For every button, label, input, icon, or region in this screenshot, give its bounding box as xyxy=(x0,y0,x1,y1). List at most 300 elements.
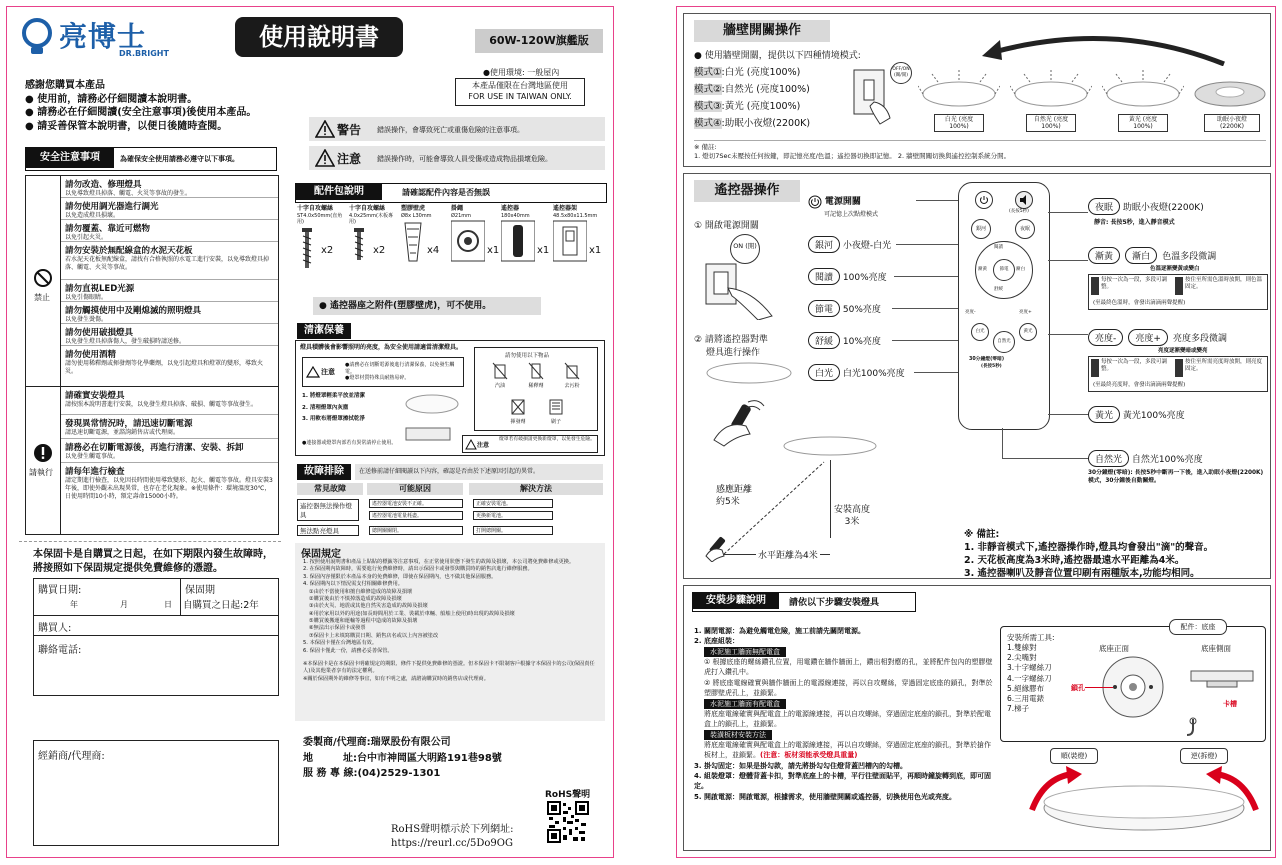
remote-read-button[interactable]: 閱讀 xyxy=(994,245,1003,250)
power-icon xyxy=(808,195,822,209)
mode-label: 模式③ xyxy=(694,101,722,112)
step2-line: ② 請將遙控器對準 xyxy=(694,335,768,345)
install-step: 2. 底座組裝： xyxy=(694,637,739,646)
tool-item: 5.絕緣膠布 xyxy=(1007,683,1045,693)
brightness-desc-c: (至最終亮度時，會發出滴滴兩聲提醒) xyxy=(1093,382,1186,388)
cleanser-icon xyxy=(564,362,580,380)
clean-title: 清潔保養 xyxy=(297,323,351,339)
ceiling-lamp-icon xyxy=(918,66,1000,110)
must-item xyxy=(61,439,278,463)
prohibit-item xyxy=(61,302,278,324)
item-desc: 以免造成燈具損壞。 xyxy=(65,212,120,219)
part-name: 十字自攻螺絲 xyxy=(349,205,386,212)
remote-soothe-button[interactable]: 舒緩 xyxy=(994,287,1003,292)
brightness-desc-a: 每按一次為一段，多段可調整。 xyxy=(1101,359,1168,373)
warranty-period-value: 自購買之日起:2年 xyxy=(183,600,259,611)
yellow-label xyxy=(1088,406,1185,423)
intro-line: ● 請妥善保管本說明書，以便日後隨時查閱。 xyxy=(25,120,228,132)
policy-item: ⑥無法出示保固卡或發票 xyxy=(309,625,366,632)
policy-item: 6. 保固卡僅此一份，請務必妥善保管。 xyxy=(303,647,393,654)
policy-item: 4. 保固期內以下情況需支付相關維修費用。 xyxy=(303,581,403,588)
forbid-label: 揮發劑 xyxy=(510,419,526,425)
part-item xyxy=(451,205,499,269)
service-phone: (04)2529-1301 xyxy=(357,768,441,779)
part-spec: 48.5x80x11.5mm xyxy=(553,212,598,219)
purchase-date-label: 購買日期: xyxy=(38,585,82,596)
brightness-text: 亮度多段微調 xyxy=(1172,334,1227,344)
trouble-head: 解決方法 xyxy=(469,483,603,495)
connector-line xyxy=(1002,458,1088,459)
trouble-fault: 無法點亮燈具 xyxy=(297,525,359,536)
agent-info xyxy=(303,735,502,782)
safety-title: 安全注意事項 xyxy=(26,148,114,168)
row-divider xyxy=(34,635,278,636)
trouble-cause: 遙控器電池安裝不正確。 xyxy=(369,499,463,508)
remote-natural-button[interactable]: 自然光 xyxy=(993,331,1015,353)
part-spec: Ø8x L30mm xyxy=(401,212,432,219)
mode-label: 模式② xyxy=(694,84,722,95)
item-title: 請勿觸摸使用中及剛熄滅的照明燈具 xyxy=(65,306,202,316)
part-qty: x2 xyxy=(373,245,386,256)
service-label: 服 務 專 線: xyxy=(303,768,358,779)
natural-key: 自然光 xyxy=(1088,450,1129,467)
warning-triangle-icon xyxy=(315,120,335,138)
brightness-sub: 亮度逐漸變暗或變亮 xyxy=(1158,348,1208,354)
policy-note: ※本保固卡是在本保固卡明確規定的期限、條件下提供免費維修的憑證。但本保固卡不限制客戶根據守本保固卡的公司(保固責任人)及其他業者享有的法定權利。 xyxy=(303,660,595,675)
tools-title: 安裝所需工具: xyxy=(1007,633,1055,642)
mode-label: 模式④ xyxy=(694,118,722,129)
base-side-icon xyxy=(1187,663,1257,703)
galaxy-label xyxy=(808,236,891,253)
trouble-header xyxy=(295,463,605,481)
forbid-item xyxy=(485,362,515,389)
install-header xyxy=(692,592,916,612)
remote-night-button[interactable]: 夜眠 xyxy=(1015,219,1035,239)
item-title: 發現異常情況時，請迅速切斷電源 xyxy=(65,419,193,429)
must-item xyxy=(61,415,278,439)
height-line-text: 3米 xyxy=(844,517,860,528)
tool-item: 3.十字螺絲刀 xyxy=(1007,663,1052,673)
brand-name: 亮博士 xyxy=(59,20,147,53)
hold-tag xyxy=(1175,277,1183,295)
remote-cct-yellow-button[interactable]: 漸黃 xyxy=(978,267,987,272)
brand-en: DR.BRIGHT xyxy=(119,49,169,58)
policy-item: ③由於火災、地震或其他自然災害造成的故障及損壞 xyxy=(309,603,428,610)
ceiling-lamp-icon xyxy=(1010,66,1092,110)
volatile-icon xyxy=(510,398,526,416)
rohs-line: RoHS聲明標示於下列網址: xyxy=(391,824,514,835)
galaxy-text: 小夜燈-白光 xyxy=(842,241,892,251)
install-detail: 將底座電線確實與配電盒上的電源線連接，再以自攻螺絲，穿過固定底座的鎖孔，對準於搶作板材上，並鎖緊。 xyxy=(704,740,991,760)
yellow-key: 黃光 xyxy=(1088,406,1120,423)
part-spec: Ø21mm xyxy=(451,212,472,219)
wall-anchor-icon xyxy=(401,219,425,265)
item-title: 請勿使用破損燈具 xyxy=(65,328,134,338)
remote-note: 3. 遙控器喇叭及靜音位置印刷有兩種版本,功能均相同。 xyxy=(964,568,1200,580)
tool-item: 1.雙線對 xyxy=(1007,643,1037,653)
mandatory-icon xyxy=(33,443,53,463)
prohibit-icon xyxy=(33,268,53,288)
prohibit-item xyxy=(61,176,278,198)
base-front-label: 底座正面 xyxy=(1099,644,1129,653)
clean-step: 3. 用軟布將燈罩擦拭乾淨 xyxy=(302,416,365,423)
clean-caution2 xyxy=(462,435,598,453)
dealer-box xyxy=(33,740,279,846)
white-text: 白光100%亮度 xyxy=(842,369,905,379)
safety-subtitle: 為確保安全使用請務必遵守以下事項。 xyxy=(120,155,239,163)
prohibit-list xyxy=(61,176,278,386)
part-qty: x1 xyxy=(589,245,602,256)
mode-lamp-1 xyxy=(918,66,1000,136)
remote-brightness-down-button[interactable]: 亮度- xyxy=(965,310,976,315)
qr-code-icon[interactable] xyxy=(547,801,589,843)
lock-hole-label: 鎖孔 xyxy=(1071,684,1085,692)
item-desc: 以免發生觸電事故。 xyxy=(65,453,120,460)
remote-timer-note: (長按5秒) xyxy=(981,364,1002,369)
trouble-cause: 總開關關閉。 xyxy=(369,526,463,535)
base-diagram-box xyxy=(1000,623,1266,742)
policy-item: ①由於不當使用和擅自維修造成的故障及損壞 xyxy=(309,588,413,595)
wall-switch-icon xyxy=(850,62,894,126)
speaker-icon xyxy=(1016,192,1032,208)
part-item xyxy=(501,205,551,269)
policy-item: ②購買後由於不慎掉落造成的故障及損壞 xyxy=(309,595,402,602)
wall-mode-item xyxy=(694,115,810,132)
part-name: 十字自攻螺絲 xyxy=(297,205,334,212)
parts-header xyxy=(295,183,607,203)
prohibit-column xyxy=(26,176,61,386)
item-desc: 請定期進行檢查，以免因長時間使用導致變形、起火、觸電等事故。燈具安裝3年後，即使外觀未出現異常，也存在老化現象。※使用條件：環境溫度30℃，日使用時間10小時，額定壽命15000小時。 xyxy=(65,477,273,500)
cct-desc-c: (至最終色溫時，會發出滴滴兩聲提醒) xyxy=(1093,300,1186,306)
power-desc: 可記憶上次點燈模式 xyxy=(824,210,879,218)
prohibit-item xyxy=(61,324,278,346)
clean-note: ●連接器或燈罩內部若有異常請停止使用。 xyxy=(302,440,397,446)
warranty-head xyxy=(33,548,273,575)
install-title: 安裝步驟說明 xyxy=(693,593,779,609)
switch-off-on-badge: OFF/ON (關/開) xyxy=(890,62,912,84)
mode-text: :自然光 (亮度100%) xyxy=(721,84,810,95)
install-sub-a: 水泥施工牆面無配電盒 xyxy=(704,647,786,657)
install-sub-c: 裝潢板材安裝方法 xyxy=(704,730,772,740)
connector-line xyxy=(896,244,958,245)
item-title: 請勿改造、修理燈具 xyxy=(65,180,142,190)
caution-triangle-icon xyxy=(465,439,477,450)
item-title: 請勿直視LED光源 xyxy=(65,284,135,294)
install-step: 5. 開啟電源：開啟電源，根據需求，使用牆壁開關或遙控器，切換使用色光或亮度。 xyxy=(694,792,956,801)
tools-list xyxy=(1007,633,1055,714)
connector-line xyxy=(892,340,958,341)
bulb-logo-icon xyxy=(19,17,55,57)
taiwan-only-en: FOR USE IN TAIWAN ONLY. xyxy=(468,91,572,101)
read-text: 100%亮度 xyxy=(842,273,887,283)
trouble-subtitle: 在送修前請仔細閱讀以下內容，確認是否由於下述原因引起的異常。 xyxy=(355,464,603,480)
forbid-item xyxy=(521,362,551,389)
sense-line: 感應距離 xyxy=(716,485,753,495)
model-label: 60W-120W旗艦版 xyxy=(475,29,603,53)
manual-left-page xyxy=(6,6,614,858)
prohibit-item xyxy=(61,346,278,386)
clean-caution-box xyxy=(302,357,464,387)
trouble-solution: 正確安裝電池。 xyxy=(473,499,553,508)
item-desc: 請迅速切斷電源，並諮詢銷售店或代理商。 xyxy=(65,429,180,436)
hold-tag xyxy=(1175,359,1183,377)
remote-timer-label: 30分鐘燈(零暗) xyxy=(969,357,1005,362)
remote-step1: ① 開啟電源開關 xyxy=(694,221,759,231)
manual-right-page xyxy=(676,6,1276,858)
forbid-item xyxy=(541,398,571,425)
parts-subtitle: 請確認配件內容是否無誤 xyxy=(402,188,490,197)
trouble-table xyxy=(297,483,603,539)
save-text: 50%亮度 xyxy=(842,305,881,315)
forbid-label: 稀釋劑 xyxy=(528,383,544,389)
item-desc: 以免引傷眼睛。 xyxy=(65,294,108,301)
prohibit-item xyxy=(61,242,278,280)
forbid-label: 刷子 xyxy=(550,419,561,425)
item-title: 請勿使用調光器進行調光 xyxy=(65,202,159,212)
forbid-label: 去污粉 xyxy=(564,383,580,389)
part-spec: 180x40mm xyxy=(501,212,530,219)
policy-box xyxy=(295,543,605,721)
safety-header xyxy=(25,147,277,171)
warning-label: 警告 xyxy=(337,123,362,137)
cycle-arrow-icon xyxy=(974,26,1234,66)
lamp-icon xyxy=(704,360,794,386)
cloth-icon xyxy=(404,425,454,443)
remote-notes xyxy=(964,528,1213,580)
brightness-down-key: 亮度- xyxy=(1088,329,1123,346)
trouble-fault: 遙控器無法操作燈具 xyxy=(297,499,359,521)
part-item xyxy=(297,205,345,276)
lamp-tag: 自然光 (亮度100%) xyxy=(1026,114,1076,132)
lamp-tag: 黃光 (亮度100%) xyxy=(1118,114,1168,132)
clean-step: 2. 清理燈罩內灰塵 xyxy=(302,404,349,411)
item-desc: 若水泥天花板無配線盒，請找有合格執照的水電工進行安裝，以免導致燈具掉落、觸電、火災等事故。 xyxy=(65,256,270,271)
must-list xyxy=(61,386,278,533)
warranty-period-cell xyxy=(181,579,278,616)
warranty-period-label: 保固期 xyxy=(185,585,215,596)
base-tag: 配件：底座 xyxy=(1169,619,1227,635)
install-sub-b: 水泥施工牆面有配電盒 xyxy=(704,699,786,709)
cct-white-key: 漸白 xyxy=(1125,247,1157,264)
tool-item: 4.一字螺絲刀 xyxy=(1007,673,1052,683)
remote-power-button[interactable] xyxy=(975,191,993,209)
save-label xyxy=(808,300,881,317)
wall-mode-item xyxy=(694,64,810,81)
remote-step2 xyxy=(694,334,768,359)
caution-triangle-icon xyxy=(315,149,335,167)
wall-mode-item xyxy=(694,81,810,98)
remote-white-button[interactable]: 白光 xyxy=(971,323,989,341)
card-slot-label: 卡槽 xyxy=(1223,700,1237,708)
clockwise-label: 順(裝燈) xyxy=(1050,748,1098,764)
remote-save-button[interactable]: 節電 xyxy=(993,259,1015,281)
remote-control xyxy=(958,182,1050,430)
forbid-label: 汽油 xyxy=(494,383,505,389)
item-title: 請勿安裝於無配線盒的水泥天花板 xyxy=(65,246,193,256)
forbid-item xyxy=(557,362,587,389)
policy-item: ④用於家用以外的用途(如長時間用於工業、裝載於車輛、船舶上使用)時出現的故障及損壞 xyxy=(309,610,515,617)
purchase-date-cell xyxy=(34,579,181,616)
save-key: 節電 xyxy=(808,300,840,317)
soothe-key: 舒緩 xyxy=(808,332,840,349)
press-tag xyxy=(1091,277,1099,295)
part-spec: 4.0x25mm(木板專用) xyxy=(349,212,393,226)
item-desc: 請按照本說明書進行安裝，以免發生燈具掉落、破損、觸電等事故發生。 xyxy=(65,401,258,408)
item-desc: 請勿使用稀釋劑或揮發劑等化學藥劑，以免引起燈具和燈罩的變形，導致火災。 xyxy=(65,360,264,375)
item-desc: 以免引起火災。 xyxy=(65,234,108,241)
remote-mute-button[interactable] xyxy=(1015,191,1033,209)
caution-label: 注意 xyxy=(337,152,362,166)
remote-hand-icon xyxy=(704,534,732,562)
connector-line xyxy=(1048,260,1088,261)
wall-mode-list xyxy=(694,64,810,132)
connector-line xyxy=(914,372,958,373)
remote-notes-title: ※ 備註: xyxy=(964,529,1000,540)
night-label xyxy=(1088,198,1204,226)
cct-desc-b: 按住至所需色溫時放開，則色溫固定。 xyxy=(1185,277,1263,291)
white-label xyxy=(808,364,905,381)
brightness-label xyxy=(1088,326,1268,388)
policy-item: 5. 本保固卡僅在台灣地區有效。 xyxy=(303,640,378,647)
policy-item: ⑦保固卡上未填寫購買日期、銷售店名或以上內容被塗改 xyxy=(309,632,439,639)
wall-switch-section xyxy=(683,13,1271,167)
policy-title: 保固規定 xyxy=(301,549,341,560)
remote-cct-white-button[interactable]: 漸白 xyxy=(1016,267,1025,272)
item-desc: 以免發生燙傷。 xyxy=(65,316,108,323)
read-key: 閱讀 xyxy=(808,268,840,285)
install-subtitle: 請依以下步驟安裝燈具 xyxy=(789,598,880,608)
part-name: 掛繩 xyxy=(451,205,464,212)
warning-text: 錯誤操作，會導致死亡或重傷危險的注意事項。 xyxy=(377,126,524,134)
manual-title: 使用說明書 xyxy=(235,17,403,57)
rohs-text xyxy=(391,823,514,850)
hanger-icon xyxy=(451,219,485,265)
brightness-up-key: 亮度+ xyxy=(1128,329,1168,346)
note-text: 1. 燈切7Sec未壓按任何按鍵，即記憶亮度/色溫；遙控器切換即記憶。 2. 牆壁開關切換與遙控控制系統分開。 xyxy=(694,151,1011,160)
connector-line xyxy=(1002,428,1003,458)
rohs-label: RoHS聲明 xyxy=(545,790,591,800)
remote-section xyxy=(683,173,1271,579)
install-detail: ② 將底座電線確實與牆作牆面上的電源線連接，再以自攻螺絲，穿過固定底座的鎖孔，對準於塑膠壁虎孔上，並鎖緊。 xyxy=(704,678,993,698)
use-environment: ●使用環境: 一般屋內 xyxy=(483,68,560,77)
lamp-tag: 助眠小夜燈 (2200K) xyxy=(1204,114,1260,132)
year-label: 年 xyxy=(70,600,78,609)
agent-name: 瑞眾股份有限公司 xyxy=(370,737,451,748)
install-warning-red: (注意：板材須能承受燈具重量) xyxy=(760,751,858,760)
trouble-solution: 打開總開關。 xyxy=(473,526,553,535)
wall-mode-item xyxy=(694,98,810,115)
install-step: 3. 掛勾固定：如果是掛勾款，請先將掛勾勾住燈背蓋凹槽內的勾槽。 xyxy=(694,761,907,770)
parts-note: ● 遙控器座之附件(塑膠壁虎)，可不使用。 xyxy=(313,297,541,315)
item-title: 請勿使用酒精 xyxy=(65,350,117,360)
lock-hole-pointer xyxy=(1085,687,1113,688)
rohs-url[interactable]: https://reurl.cc/5Do9OG xyxy=(391,837,513,849)
remote-note: 2. 天花板高度為3米時,遙控器最遠水平距離為4米。 xyxy=(964,555,1185,567)
ceiling-lamp-icon xyxy=(1102,66,1184,110)
remote-dial xyxy=(975,241,1033,299)
galaxy-key: 銀河 xyxy=(808,236,840,253)
brightness-desc-b: 按住至所需亮度時放開，則亮度固定。 xyxy=(1185,359,1263,373)
install-detail: ① 根據底座的螺絲鑽孔位置，用電鑽在牆作牆面上，鑽出相對應的孔，並將配件包內的塑膠壁虎打入鑽孔中。 xyxy=(704,658,993,677)
policy-item: 3. 保固內容僅限於本產品本身的免費維修，即使在保固期內，也不做其他保固服務。 xyxy=(303,573,497,580)
item-title: 請確實安裝燈具 xyxy=(65,391,125,401)
intro-line: ● 使用前，請務必仔細閱讀本說明書。 xyxy=(25,93,198,105)
step2-line: 燈具進行操作 xyxy=(706,347,761,358)
caution-bar xyxy=(309,146,605,170)
item-desc: 以免導致燈具掉落、觸電、火災等事故的發生。 xyxy=(65,190,192,197)
caution-line: ●請務必在切斷電源後進行清潔保養，以免發生觸電。 xyxy=(345,362,455,375)
mode-text: :黃光 (亮度100%) xyxy=(721,101,801,112)
remote-galaxy-button[interactable]: 銀河 xyxy=(971,219,991,239)
lamp-cover-icon xyxy=(404,393,460,415)
cct-sub: 色溫逐漸變黃或變白 xyxy=(1150,266,1200,272)
horizontal-distance-label: 水平距離為4米 xyxy=(756,548,820,561)
warranty-card xyxy=(19,541,281,852)
forbid-title: 請勿使用以下物品 xyxy=(505,353,550,359)
clean-caution-lines xyxy=(345,362,463,382)
remote-title: 遙控器操作 xyxy=(694,180,800,202)
press-tag xyxy=(1091,359,1099,377)
lamp-rotate-icon xyxy=(1024,764,1264,846)
cct-detail-box xyxy=(1088,274,1268,310)
item-title: 請每年進行檢查 xyxy=(65,467,125,477)
tool-item: 7.梯子 xyxy=(1007,703,1030,713)
address-value: 台中市神岡區大明路191巷98號 xyxy=(357,752,502,764)
policy-note: ※關於保固期外的維修等事宜，如有不明之處，請諮詢購買時的銷售店或代理商。 xyxy=(303,675,489,682)
connector-line xyxy=(1048,212,1088,213)
policy-item: 2. 在保固期內故障時，需要進行免費維修時，請出示保固卡或發票與購買時的銷售店進行維修服務。 xyxy=(303,566,533,573)
connector-line xyxy=(1048,334,1088,335)
connector-line xyxy=(894,276,958,277)
trouble-cause: 遙控器電池電量耗盡。 xyxy=(369,511,463,520)
note-title: ※ 備註: xyxy=(694,143,717,151)
install-height-label xyxy=(834,504,870,528)
natural-label xyxy=(1088,450,1203,467)
must-item xyxy=(61,387,278,415)
trouble-head: 可能原因 xyxy=(367,483,463,495)
install-section xyxy=(683,585,1271,851)
part-item xyxy=(349,205,397,276)
parts-title: 配件包說明 xyxy=(296,184,382,200)
natural-text: 自然光100%亮度 xyxy=(1131,455,1203,465)
clean-caution2-text: 燈罩若有破損請更換新燈罩，以免發生危險。 xyxy=(499,437,595,442)
clean-step: 1. 將燈罩輕柔平放並清潔 xyxy=(302,393,365,399)
remote-yellow-button[interactable]: 黃光 xyxy=(1019,323,1037,341)
clean-caution2-label: 注意 xyxy=(477,442,490,449)
read-label xyxy=(808,268,887,285)
remote-brightness-up-button[interactable]: 亮度+ xyxy=(1019,310,1032,315)
night-lamp-icon xyxy=(1190,66,1270,110)
policy-items xyxy=(303,559,601,683)
must-item xyxy=(61,463,278,533)
cct-desc-a: 每按一次為一段，多段可調整。 xyxy=(1101,277,1168,291)
cct-text: 色溫多段微調 xyxy=(1162,252,1217,262)
clean-steps xyxy=(302,391,365,426)
part-qty: x4 xyxy=(427,245,440,256)
must-column xyxy=(26,386,61,535)
remote-holder-icon xyxy=(553,219,587,265)
hand-remote-icon xyxy=(706,400,766,448)
intro-line: 感謝您購買本產品 xyxy=(25,80,105,91)
wall-switch-note xyxy=(694,140,1266,165)
lamp-icon xyxy=(780,436,880,458)
warning-bar xyxy=(309,117,605,141)
mode-lamp-3 xyxy=(1102,66,1184,136)
forbid-box xyxy=(474,347,598,431)
remote-part-icon xyxy=(501,219,535,265)
night-key: 夜眠 xyxy=(1088,198,1120,215)
month-label: 月 xyxy=(120,600,128,609)
